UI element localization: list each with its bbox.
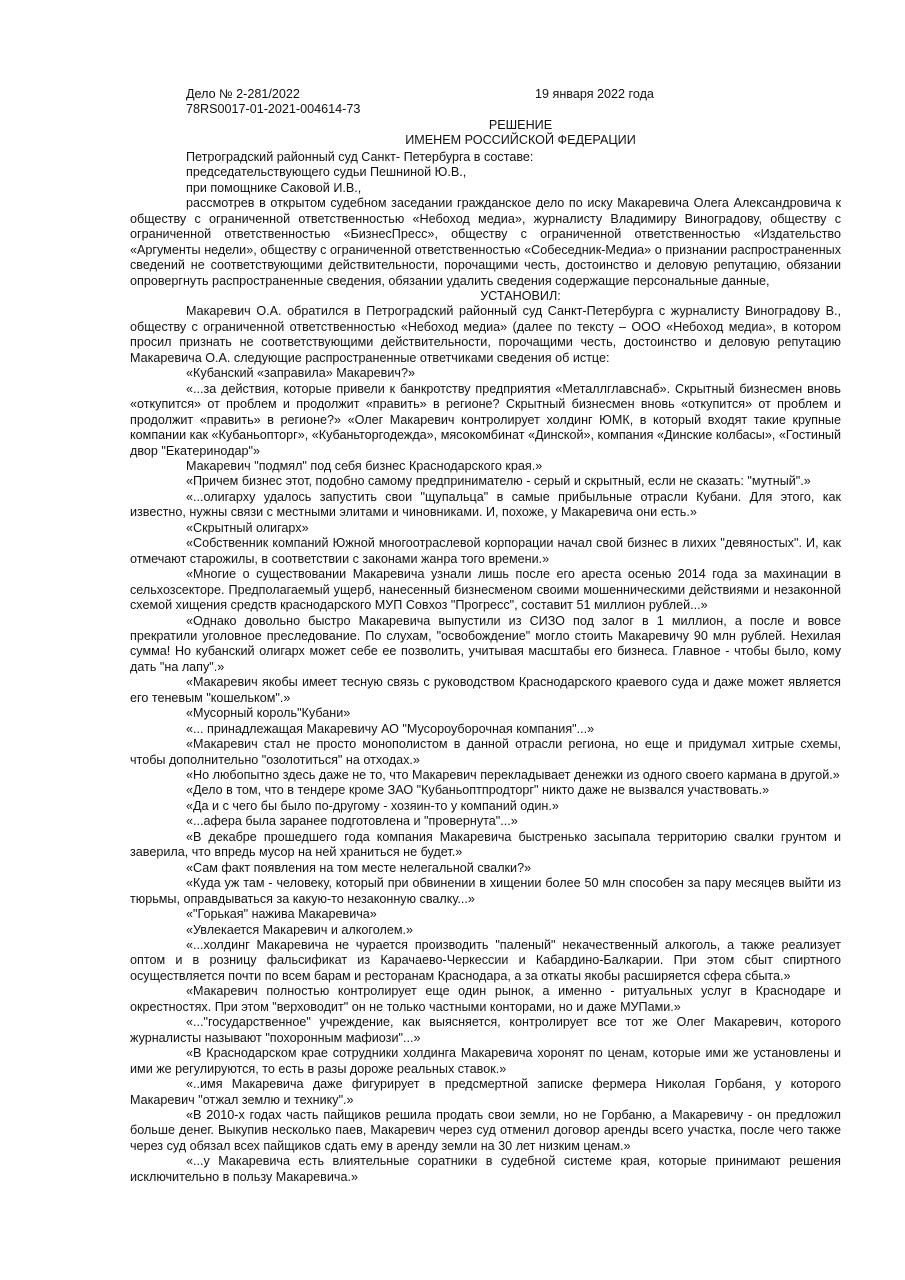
body-paragraph: «Дело в том, что в тендере кроме ЗАО "Кубаньоптпродторг" никто даже не вызвался участвовать.» (186, 783, 770, 798)
body-paragraph: «В декабре прошедшего года компания Макаревича быстренько засыпала территорию свалки грунтом и заверила, что впредь мусор на ней храниться не будет.» (130, 829, 841, 860)
document-title: РЕШЕНИЕ (488, 118, 553, 132)
document-subtitle: ИМЕНЕМ РОССИЙСКОЙ ФЕДЕРАЦИИ (405, 133, 636, 148)
body-paragraph: «..."государственное" учреждение, как выясняется, контролирует все тот же Олег Макаревич, которого журналисты называют "похоронным мафиози"...» (130, 1015, 841, 1045)
body-paragraph: «Макаревич стал не просто монополистом в данной отрасли региона, но еще и придумал хитрые схемы, чтобы дополнительно "озолотиться" на отходах.» (130, 737, 841, 767)
body-paragraph: «В Краснодарском крае сотрудники холдинга Макаревича хоронят по ценам, которые ими же установлены и ими же регулируются, то есть в разы дороже реальных ставок.» (130, 1046, 841, 1076)
body-paragraph: «Скрытный олигарх» (186, 520, 309, 535)
body-paragraph: «...холдинг Макаревича не чурается производить "паленый" некачественный алкоголь, а также реализует оптом и в розницу фальсификат из Карачаево-Черкессии и Кабардино-Балкарии. При этом сбыт спиртного осуществляется почти по всем барам и ресторанам Краснодара, а за откаты якобы расширяется сфера сбыта.» (130, 938, 841, 983)
body-paragraph: «Многие о существовании Макаревича узнали лишь после его ареста осенью 2014 года за махинации в сельхозсекторе. Предполагаемый ущерб, нанесенный бизнесменом своими мошенническими действиями и незаконной схемой хищения средств краснодарского МУП Совхоз "Прогресс", составит 51 миллион рублей...» (130, 567, 841, 613)
body-paragraph: «... принадлежащая Макаревичу АО "Мусороуборочная компания"...» (186, 721, 595, 736)
body-paragraph: «Но любопытно здесь даже не то, что Макаревич перекладывает денежки из одного своего кармана в другой.» (186, 768, 840, 783)
body-paragraph: «Кубанский «заправила» Макаревич?» (186, 366, 415, 381)
body-paragraph: «Сам факт появления на том месте нелегальной свалки?» (186, 860, 532, 875)
body-paragraph: «...афера была заранее подготовлена и "провернута"...» (186, 814, 518, 829)
body-paragraph: «Макаревич якобы имеет тесную связь с руководством Краснодарского краевого суда и даже может является его теневым "кошельком".» (130, 675, 841, 705)
body-paragraph: «...у Макаревича есть влиятельные соратники в судебной системе края, которые принимают решения исключительно в пользу Макаревича.» (130, 1154, 841, 1184)
body-paragraph: «В 2010-х годах часть пайщиков решила продать свои земли, но не Горбаню, а Макаревичу - он предложил больше денег. Выкупив несколько паев, Макаревич через суд отменил договор аренды всего участка, после чего также через суд обязал всех пайщиков сдать ему в аренду земли на 30 лет низким ценам.» (130, 1108, 841, 1153)
decision-date: 19 января 2022 года (535, 87, 654, 101)
body-paragraph: «"Горькая" нажива Макаревича» (186, 907, 377, 922)
body-paragraph: Макаревич "подмял" под себя бизнес Краснодарского края.» (186, 458, 543, 473)
intro-paragraph: рассмотрев в открытом судебном заседании гражданское дело по иску Макаревича Олега Александровича к обществу с ограниченной ответственностью «Небоход медиа», журналисту Владимиру Виноградову, обществу с ограниченной ответственностью «БизнесПресс», обществу с ограниченной ответственностью «Издательство «Аргументы недели», обществу с ограниченной ответственностью «Собеседник-Медиа» о признании распространенных сведений не соответствующими действительности, порочащими честь, достоинство и деловую репутацию, обязании опровергнуть распространенные сведения, обязании удалить сведения содержащие персональные данные, (130, 196, 841, 288)
body-paragraph: «Куда уж там - человеку, который при обвинении в хищении более 50 млн способен за пару месяцев выйти из тюрьмы, оправдываться за какую-то незаконную свалку...» (130, 876, 841, 906)
body-paragraph: «..имя Макаревича даже фигурирует в предсмертной записке фермера Николая Горбаня, у которого Макаревич "отжал землю и технику".» (130, 1077, 841, 1107)
court-line: председательствующего судьи Пешниной Ю.В., (186, 165, 467, 180)
document-page (130, 87, 841, 1185)
case-header (130, 87, 841, 118)
court-line: Петроградский районный суд Санкт- Петербурга в составе: (186, 149, 534, 164)
body-paragraph: «Да и с чего бы было по-другому - хозяин-то у компаний один.» (186, 798, 559, 813)
body-paragraphs (130, 304, 841, 1185)
body-paragraph: «Макаревич полностью контролирует еще один рынок, а именно - ритуальных услуг в Краснодаре и окрестностях. При этом "верховодит" он не только частными конторами, но и даже МУПами.» (130, 984, 841, 1014)
established-heading: УСТАНОВИЛ: (480, 288, 561, 303)
body-paragraph: «...олигарху удалось запустить свои "щупальца" в самые прибыльные отрасли Кубани. Для этого, как известно, нужны связи с местными элитами и чиновниками. И, похоже, у Макаревича они есть.» (130, 489, 841, 520)
body-paragraph: «Собственник компаний Южной многоотраслевой корпорации начал свой бизнес в лихих "девяностых". И, как отмечают старожилы, в соответствии с законами жанра того времени.» (130, 536, 841, 566)
case-number: Дело № 2-281/2022 (186, 87, 300, 101)
body-paragraph: Макаревич О.А. обратился в Петроградский районный суд Санкт-Петербурга с журналисту Виноградову В., обществу с ограниченной ответственностью «Небоход медиа» (далее по тексту – ООО «Небоход медиа», в котором просил признать не соответствующими действительности, порочащими честь, достоинство и деловую репутацию Макаревича О.А. следующие распространенные ответчиками сведения об истце: (130, 304, 841, 365)
court-line: при помощнике Саковой И.В., (186, 180, 362, 195)
body-paragraph: «Мусорный король"Кубани» (186, 706, 351, 721)
body-paragraph: «...за действия, которые привели к банкротству предприятия «Металлглавснаб». Скрытный бизнесмен вновь «откупится» от проблем и продолжит «править» в регионе? Скрытный бизнесмен вновь «откупится» от проблем и продолжит «править» в регионе?» «Олег Макаревич контролирует холдинг ЮМК, в который входят такие крупные компании как «Кубаньопторг», «Кубаньторгодежда», мясокомбинат «Динской», компания «Динские колбасы», «Гостиный двор "Екатеринодар"» (130, 381, 841, 458)
body-paragraph: «Однако довольно быстро Макаревича выпустили из СИЗО под залог в 1 миллион, а после и вовсе прекратили уголовное преследование. По слухам, "освобождение" могло стоить Макаревичу 90 млн рублей. Нехилая сумма! Но кубанский олигарх может себе ее позволить, учитывая масштабы его бизнеса. Главное - чтобы было, кому дать "на лапу".» (130, 613, 841, 674)
body-paragraph: «Увлекается Макаревич и алкоголем.» (186, 922, 413, 937)
body-paragraph: «Причем бизнес этот, подобно самому предпринимателю - серый и скрытный, если не сказать: "мутный".» (186, 474, 811, 489)
case-id: 78RS0017-01-2021-004614-73 (186, 102, 361, 117)
